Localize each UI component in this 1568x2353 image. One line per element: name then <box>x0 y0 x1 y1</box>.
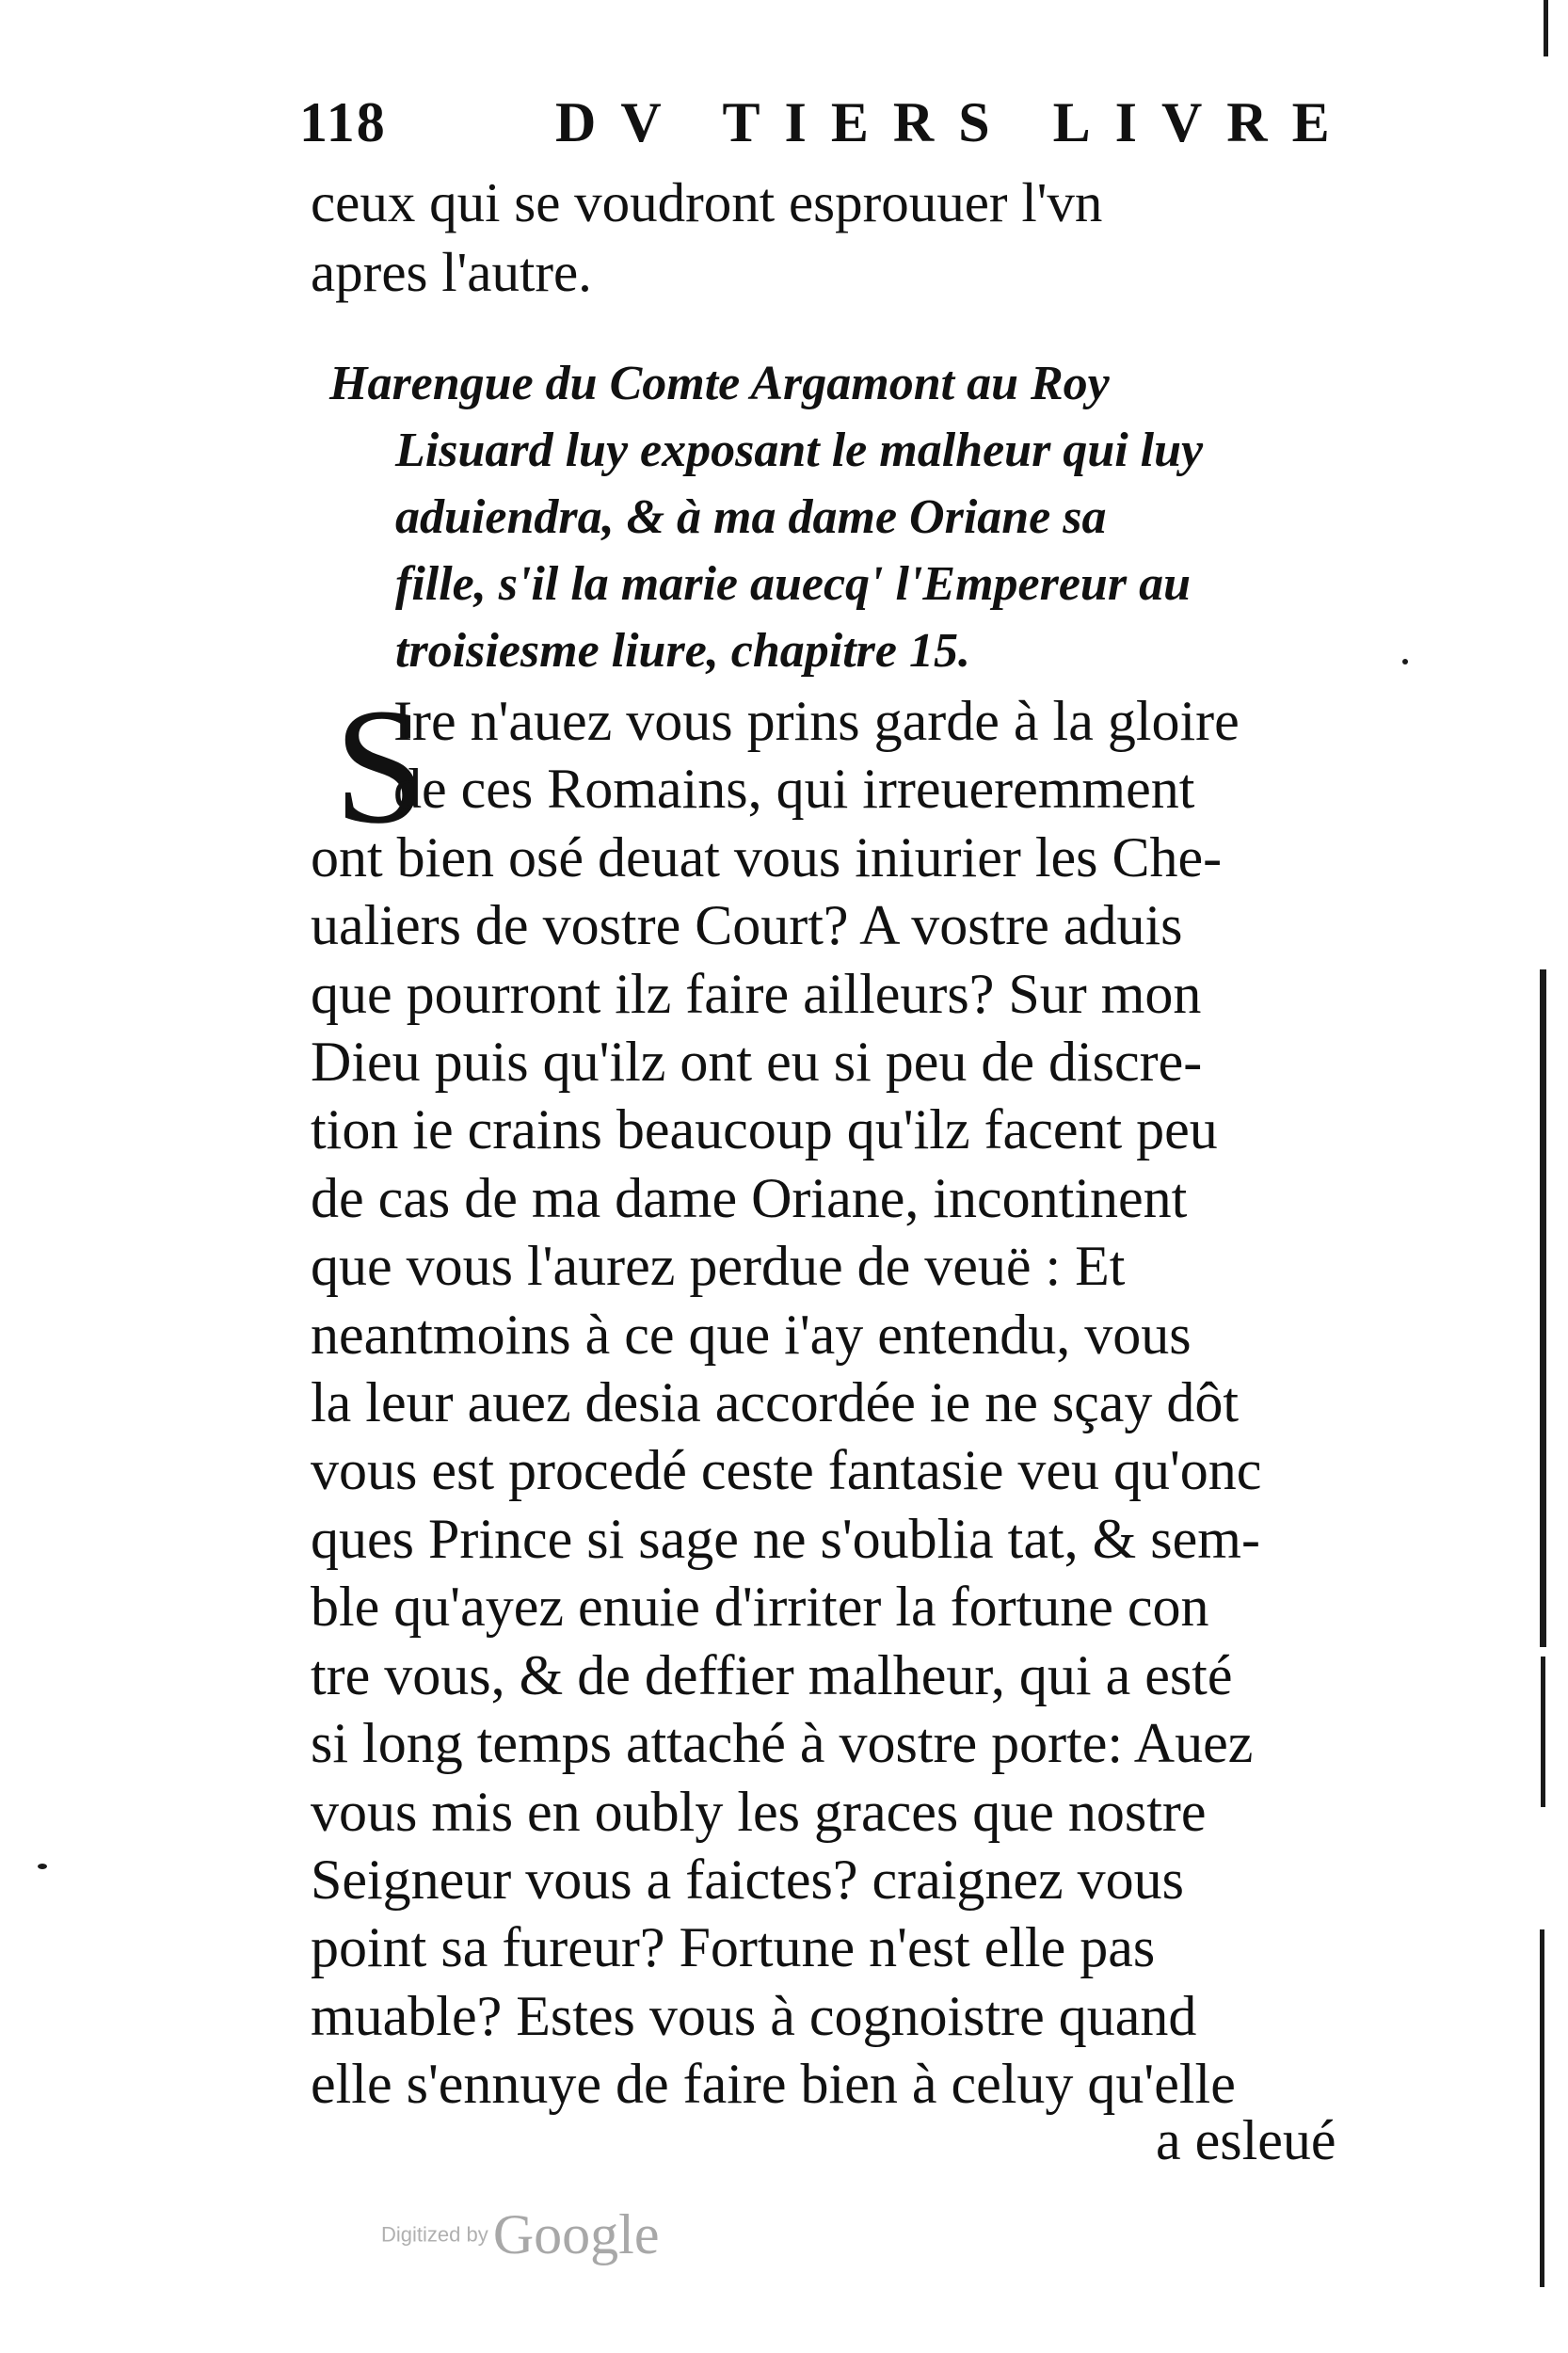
running-head-title: DV TIERS LIVRE <box>555 91 1354 153</box>
text-line: Ire n'auez vous prins garde à la gloire <box>393 690 1240 752</box>
text-line: tre vous, & de deffier malheur, qui a esté <box>311 1643 1233 1706</box>
text-line: muable? Estes vous à cognoistre quand <box>311 1984 1197 2047</box>
digitized-watermark <box>381 2202 659 2267</box>
text-line: Seigneur vous a faictes? craignez vous <box>311 1848 1184 1911</box>
page-number: 118 <box>299 91 387 153</box>
text-line: ble qu'ayez enuie d'irriter la fortune con <box>311 1576 1209 1639</box>
text-line: ont bien osé deuat vous iniurier les Che- <box>311 825 1223 888</box>
text-line: que vous l'aurez perdue de veuë : Et <box>311 1235 1126 1298</box>
scan-edge-mark <box>1540 1929 1544 2287</box>
scan-edge-mark <box>1541 1657 1545 1807</box>
drop-cap: S <box>334 675 426 858</box>
text-line: la leur auez desia accordée ie ne sçay dôt <box>311 1371 1240 1434</box>
scan-speck <box>38 1864 47 1869</box>
text-line: de cas de ma dame Oriane, incontinent <box>311 1166 1188 1229</box>
text-line: ualiers de vostre Court? A vostre aduis <box>311 894 1183 957</box>
text-line: neantmoins à ce que i'ay entendu, vous <box>311 1303 1192 1366</box>
text-line: Dieu puis qu'ilz ont eu si peu de discre- <box>311 1031 1203 1094</box>
text-line: si long temps attaché à vostre porte: Auez <box>311 1712 1254 1775</box>
scan-edge-mark <box>1544 0 1548 56</box>
heading-line: Harengue du Comte Argamont au Roy <box>329 357 1110 410</box>
text-line: ceux qui se voudront esprouuer l'vn <box>311 171 1103 233</box>
heading-line: aduiendra, & à ma dame Oriane sa <box>395 490 1107 544</box>
text-line: tion ie crains beaucoup qu'ilz facent peu <box>311 1098 1218 1161</box>
chapter-heading <box>329 350 1384 684</box>
catchword: a esleué <box>1156 2109 1336 2171</box>
heading-line: fille, s'il la marie auecq' l'Empereur au <box>395 557 1191 611</box>
running-head <box>273 90 1354 166</box>
heading-line: Lisuard luy exposant le malheur qui luy <box>395 424 1204 477</box>
text-line: elle s'ennuye de faire bien à celuy qu'elle <box>311 2053 1236 2116</box>
carry-over-text <box>311 168 1393 307</box>
text-line: de ces Romains, qui irreueremment <box>393 758 1195 821</box>
text-line: ques Prince si sage ne s'oublia tat, & sem- <box>311 1507 1260 1570</box>
text-line: que pourront ilz faire ailleurs? Sur mon <box>311 962 1202 1025</box>
scan-edge-mark <box>1540 969 1546 1647</box>
text-line: vous mis en oubly les graces que nostre <box>311 1780 1207 1843</box>
watermark-brand: Google <box>492 2203 660 2265</box>
text-line: apres l'autre. <box>311 241 592 303</box>
scan-speck <box>1402 659 1408 664</box>
watermark-prefix: Digitized by <box>381 2222 488 2247</box>
heading-line: troisiesme liure, chapitre 15. <box>395 624 970 678</box>
text-line: vous est procedé ceste fantasie veu qu'onc <box>311 1439 1262 1502</box>
body-text <box>311 675 1402 2119</box>
text-line: point sa fureur? Fortune n'est elle pas <box>311 1916 1156 1979</box>
